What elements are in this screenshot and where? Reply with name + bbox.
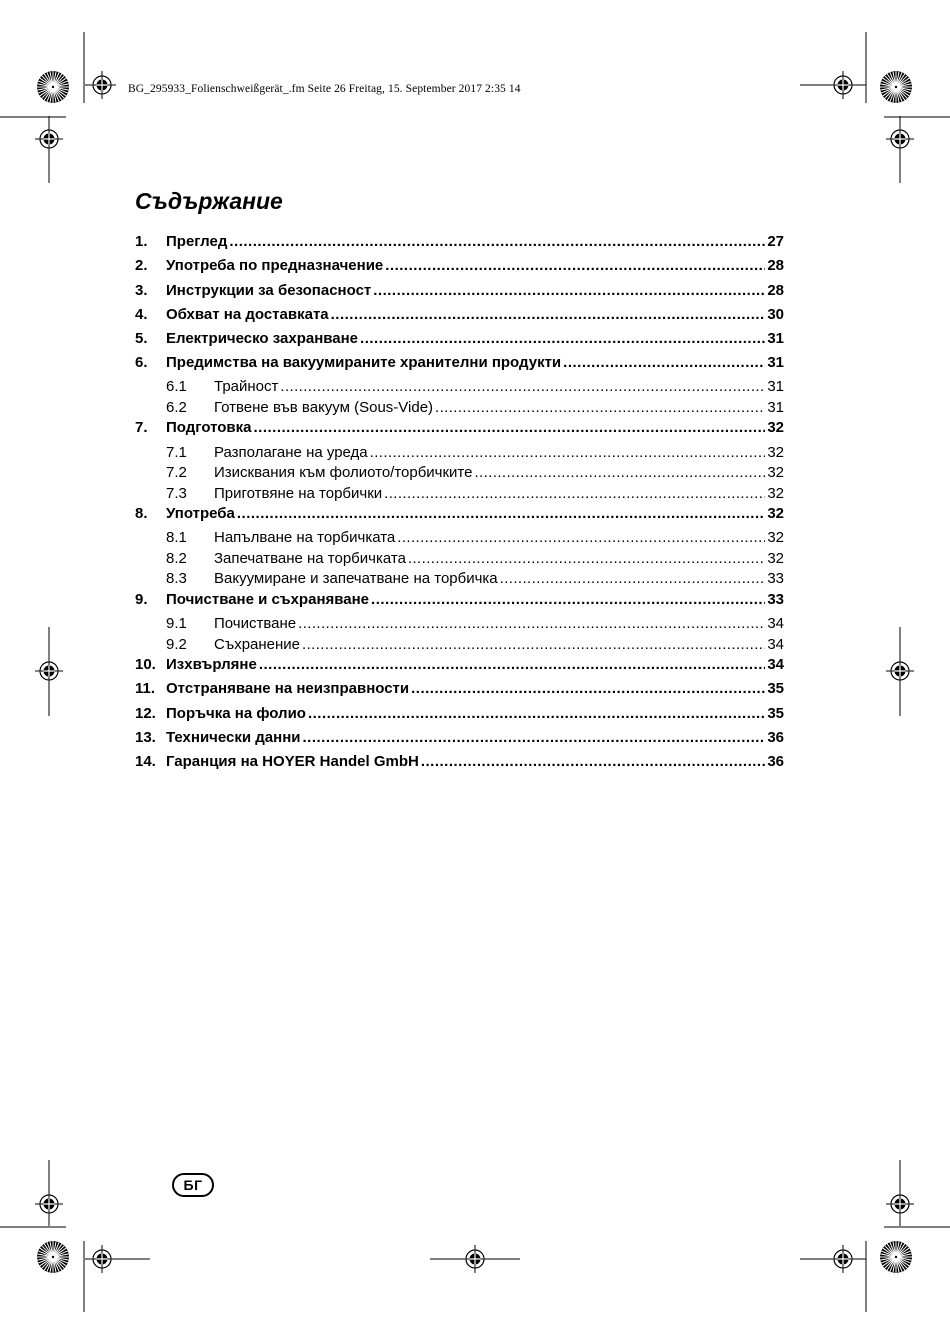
toc-entry[interactable] xyxy=(135,529,784,549)
toc-entry-page: 32 xyxy=(767,464,784,481)
toc-entry[interactable] xyxy=(135,729,784,749)
toc-entry-number: 1. xyxy=(135,233,148,250)
toc-entry-page: 31 xyxy=(767,399,784,416)
toc-entry[interactable] xyxy=(135,378,784,398)
toc-entry-page: 34 xyxy=(767,615,784,632)
toc-entry[interactable] xyxy=(135,680,784,700)
language-badge: БГ xyxy=(172,1173,214,1197)
toc-entry-label: Преглед xyxy=(166,233,228,250)
toc-leader-dots xyxy=(302,729,765,746)
toc-entry-label: Изхвърляне xyxy=(166,656,257,673)
toc-entry-page: 32 xyxy=(767,419,784,436)
toc-entry[interactable] xyxy=(135,615,784,635)
toc-entry-page: 32 xyxy=(767,505,784,522)
toc-entry-number: 6.1 xyxy=(166,378,187,395)
toc-leader-dots xyxy=(411,680,765,697)
toc-entry-number: 11. xyxy=(135,680,156,697)
toc-entry-label: Предимства на вакуумираните хранителни продукти xyxy=(166,354,562,371)
toc-entry[interactable] xyxy=(135,306,784,326)
toc-entry-label: Напълване на торбичката xyxy=(214,529,396,546)
toc-entry-label: Запечатване на торбичката xyxy=(214,550,406,567)
toc-leader-dots xyxy=(229,233,765,250)
toc-leader-dots xyxy=(308,705,765,722)
toc-entry[interactable] xyxy=(135,705,784,725)
toc-entry[interactable] xyxy=(135,233,784,253)
toc-entry[interactable] xyxy=(135,257,784,277)
toc-entry-page: 35 xyxy=(767,705,784,722)
toc-entry[interactable] xyxy=(135,591,784,611)
toc-leader-dots xyxy=(384,485,765,502)
toc-entry[interactable] xyxy=(135,464,784,484)
toc-entry-label: Гаранция на HOYER Handel GmbH xyxy=(166,753,419,770)
toc-entry[interactable] xyxy=(135,330,784,350)
toc-entry[interactable] xyxy=(135,753,784,773)
toc-leader-dots xyxy=(237,505,765,522)
page-title: Съдържание xyxy=(135,188,283,214)
toc-leader-dots xyxy=(298,615,765,632)
toc-leader-dots xyxy=(474,464,765,481)
toc-entry-number: 6. xyxy=(135,354,148,371)
toc-leader-dots xyxy=(397,529,765,546)
toc-entry-label: Електрическо захранване xyxy=(166,330,359,347)
toc-entry-page: 33 xyxy=(767,591,784,608)
toc-entry-number: 13. xyxy=(135,729,156,746)
toc-entry-page: 31 xyxy=(767,330,784,347)
toc-entry-number: 7.3 xyxy=(166,485,187,502)
toc-entry[interactable] xyxy=(135,485,784,505)
toc-entry-page: 34 xyxy=(767,656,784,673)
toc-entry-number: 5. xyxy=(135,330,148,347)
toc-entry-label: Трайност xyxy=(214,378,279,395)
toc-leader-dots xyxy=(302,636,765,653)
toc-entry[interactable] xyxy=(135,550,784,570)
toc-entry-page: 27 xyxy=(767,233,784,250)
toc-leader-dots xyxy=(370,444,766,461)
toc-entry-page: 28 xyxy=(767,257,784,274)
toc-entry-label: Почистване xyxy=(214,615,297,632)
toc-entry-number: 7. xyxy=(135,419,148,436)
toc-entry-number: 14. xyxy=(135,753,156,770)
toc-entry-number: 4. xyxy=(135,306,148,323)
toc-entry-label: Поръчка на фолио xyxy=(166,705,306,722)
toc-entry[interactable] xyxy=(135,505,784,525)
toc-entry-number: 9.1 xyxy=(166,615,187,632)
toc-entry-page: 32 xyxy=(767,444,784,461)
toc-entry[interactable] xyxy=(135,444,784,464)
toc-entry[interactable] xyxy=(135,354,784,374)
toc-entry-page: 31 xyxy=(767,378,784,395)
toc-entry[interactable] xyxy=(135,656,784,676)
toc-entry-number: 9. xyxy=(135,591,148,608)
toc-entry-page: 35 xyxy=(767,680,784,697)
toc-leader-dots xyxy=(371,591,765,608)
toc-leader-dots xyxy=(331,306,766,323)
toc-entry-label: Инструкции за безопасност xyxy=(166,282,372,299)
toc-entry-label: Почистване и съхраняване xyxy=(166,591,370,608)
toc-entry-page: 32 xyxy=(767,529,784,546)
toc-entry-label: Обхват на доставката xyxy=(166,306,329,323)
toc-entry-label: Употреба xyxy=(166,505,235,522)
toc-entry-number: 7.2 xyxy=(166,464,187,481)
table-of-contents xyxy=(135,0,784,1344)
toc-entry-page: 32 xyxy=(767,550,784,567)
toc-entry[interactable] xyxy=(135,570,784,590)
toc-entry-number: 8.1 xyxy=(166,529,187,546)
toc-entry-page: 34 xyxy=(767,636,784,653)
toc-leader-dots xyxy=(254,419,766,436)
toc-entry-label: Вакуумиране и запечатване на торбичка xyxy=(214,570,498,587)
toc-entry-label: Отстраняване на неизправности xyxy=(166,680,410,697)
toc-entry-label: Изисквания към фолиото/торбичките xyxy=(214,464,473,481)
toc-entry-number: 12. xyxy=(135,705,156,722)
toc-entry-number: 10. xyxy=(135,656,156,673)
toc-leader-dots xyxy=(500,570,766,587)
toc-entry-number: 2. xyxy=(135,257,148,274)
toc-entry-label: Технически данни xyxy=(166,729,301,746)
toc-entry[interactable] xyxy=(135,419,784,439)
toc-leader-dots xyxy=(360,330,765,347)
toc-entry-label: Готвене във вакуум (Sous-Vide) xyxy=(214,399,434,416)
toc-entry-label: Разполагане на уреда xyxy=(214,444,368,461)
toc-entry-number: 8. xyxy=(135,505,148,522)
toc-entry-number: 7.1 xyxy=(166,444,187,461)
toc-entry[interactable] xyxy=(135,282,784,302)
toc-entry[interactable] xyxy=(135,399,784,419)
toc-leader-dots xyxy=(421,753,765,770)
toc-entry-number: 3. xyxy=(135,282,148,299)
toc-leader-dots xyxy=(259,656,765,673)
toc-leader-dots xyxy=(408,550,765,567)
toc-entry-page: 32 xyxy=(767,485,784,502)
toc-entry-page: 28 xyxy=(767,282,784,299)
toc-entry-page: 36 xyxy=(767,753,784,770)
toc-entry-number: 9.2 xyxy=(166,636,187,653)
toc-leader-dots xyxy=(373,282,765,299)
toc-entry-number: 6.2 xyxy=(166,399,187,416)
toc-entry-page: 36 xyxy=(767,729,784,746)
toc-entry-number: 8.3 xyxy=(166,570,187,587)
toc-entry-number: 8.2 xyxy=(166,550,187,567)
toc-entry-label: Подготовка xyxy=(166,419,252,436)
file-slug: BG_295933_Folienschweißgerät_.fm Seite 26 Freitag, 15. September 2017 2:35 14 xyxy=(128,83,521,95)
toc-entry[interactable] xyxy=(135,636,784,656)
toc-leader-dots xyxy=(385,257,765,274)
toc-entry-page: 30 xyxy=(767,306,784,323)
toc-leader-dots xyxy=(280,378,765,395)
toc-entry-label: Съхранение xyxy=(214,636,301,653)
toc-entry-page: 33 xyxy=(767,570,784,587)
toc-entry-page: 31 xyxy=(767,354,784,371)
toc-entry-label: Употреба по предназначение xyxy=(166,257,384,274)
toc-leader-dots xyxy=(563,354,765,371)
toc-leader-dots xyxy=(435,399,765,416)
toc-entry-label: Приготвяне на торбички xyxy=(214,485,383,502)
